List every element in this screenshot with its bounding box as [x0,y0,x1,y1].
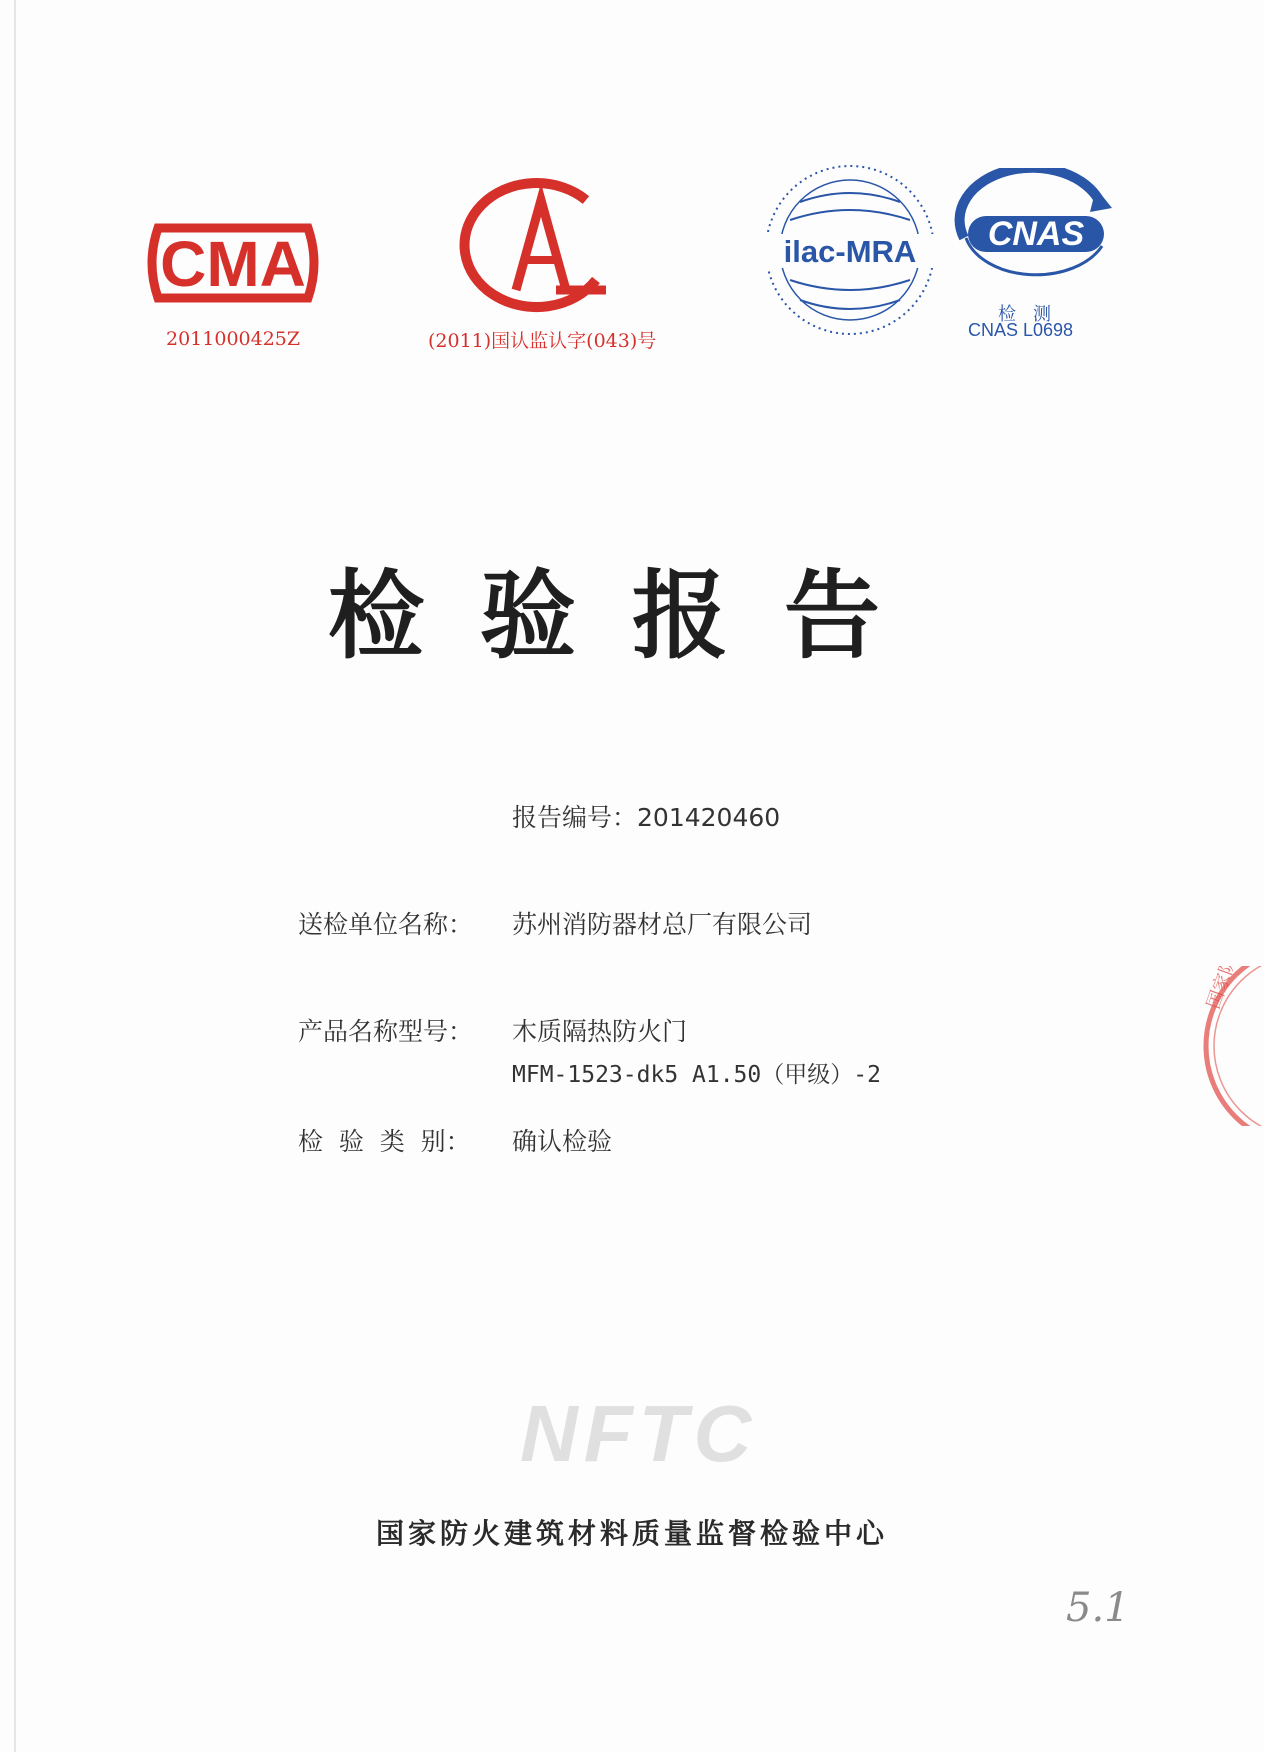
cma-logo [138,208,328,318]
field-product-name-model [298,1012,881,1089]
report-number-line [512,798,780,834]
issuing-organization: 国家防火建筑材料质量监督检验中心 [375,1517,888,1550]
field-value-model: MFM-1523-dk5 A1.50（甲级）-2 [512,1062,881,1088]
ilac-mra-logo [760,160,940,340]
handwritten-note: 5.1 [1066,1585,1130,1631]
report-number-value: 201420460 [637,803,781,832]
ilac-mra-logo-mark: ilac-MRA [783,234,917,269]
nftc-watermark: NFTC [520,1389,758,1478]
field-value: 苏州消防器材总厂有限公司 [512,910,813,939]
field-label: 检 验 类 别： [298,1127,471,1156]
cnas-logo [950,168,1120,288]
field-value: 确认检验 [512,1127,613,1156]
field-inspection-category [298,1122,612,1158]
field-label: 产品名称型号： [298,1017,474,1046]
partial-red-seal [1196,966,1264,1130]
cnas-caption-testing: 检 测 [998,304,1058,324]
cal-license-number: (2011)国认监认字(043)号 [428,330,657,352]
field-label: 送检单位名称： [298,910,474,939]
seal-text: 国家防火 [1202,966,1248,1012]
cma-logo-mark: CMA [160,228,306,300]
document-title: 检验报告 [328,560,936,672]
page-edge-shadow [14,0,16,1752]
cnas-logo-mark: CNAS [987,215,1085,253]
report-number-label: 报告编号： [512,803,638,832]
field-value: 木质隔热防火门 [512,1017,688,1046]
cnas-accreditation-number: CNAS L0698 [968,320,1074,340]
cal-logo [456,172,626,322]
field-submitting-unit [298,905,812,941]
cma-license-number: 2011000425Z [166,328,301,350]
